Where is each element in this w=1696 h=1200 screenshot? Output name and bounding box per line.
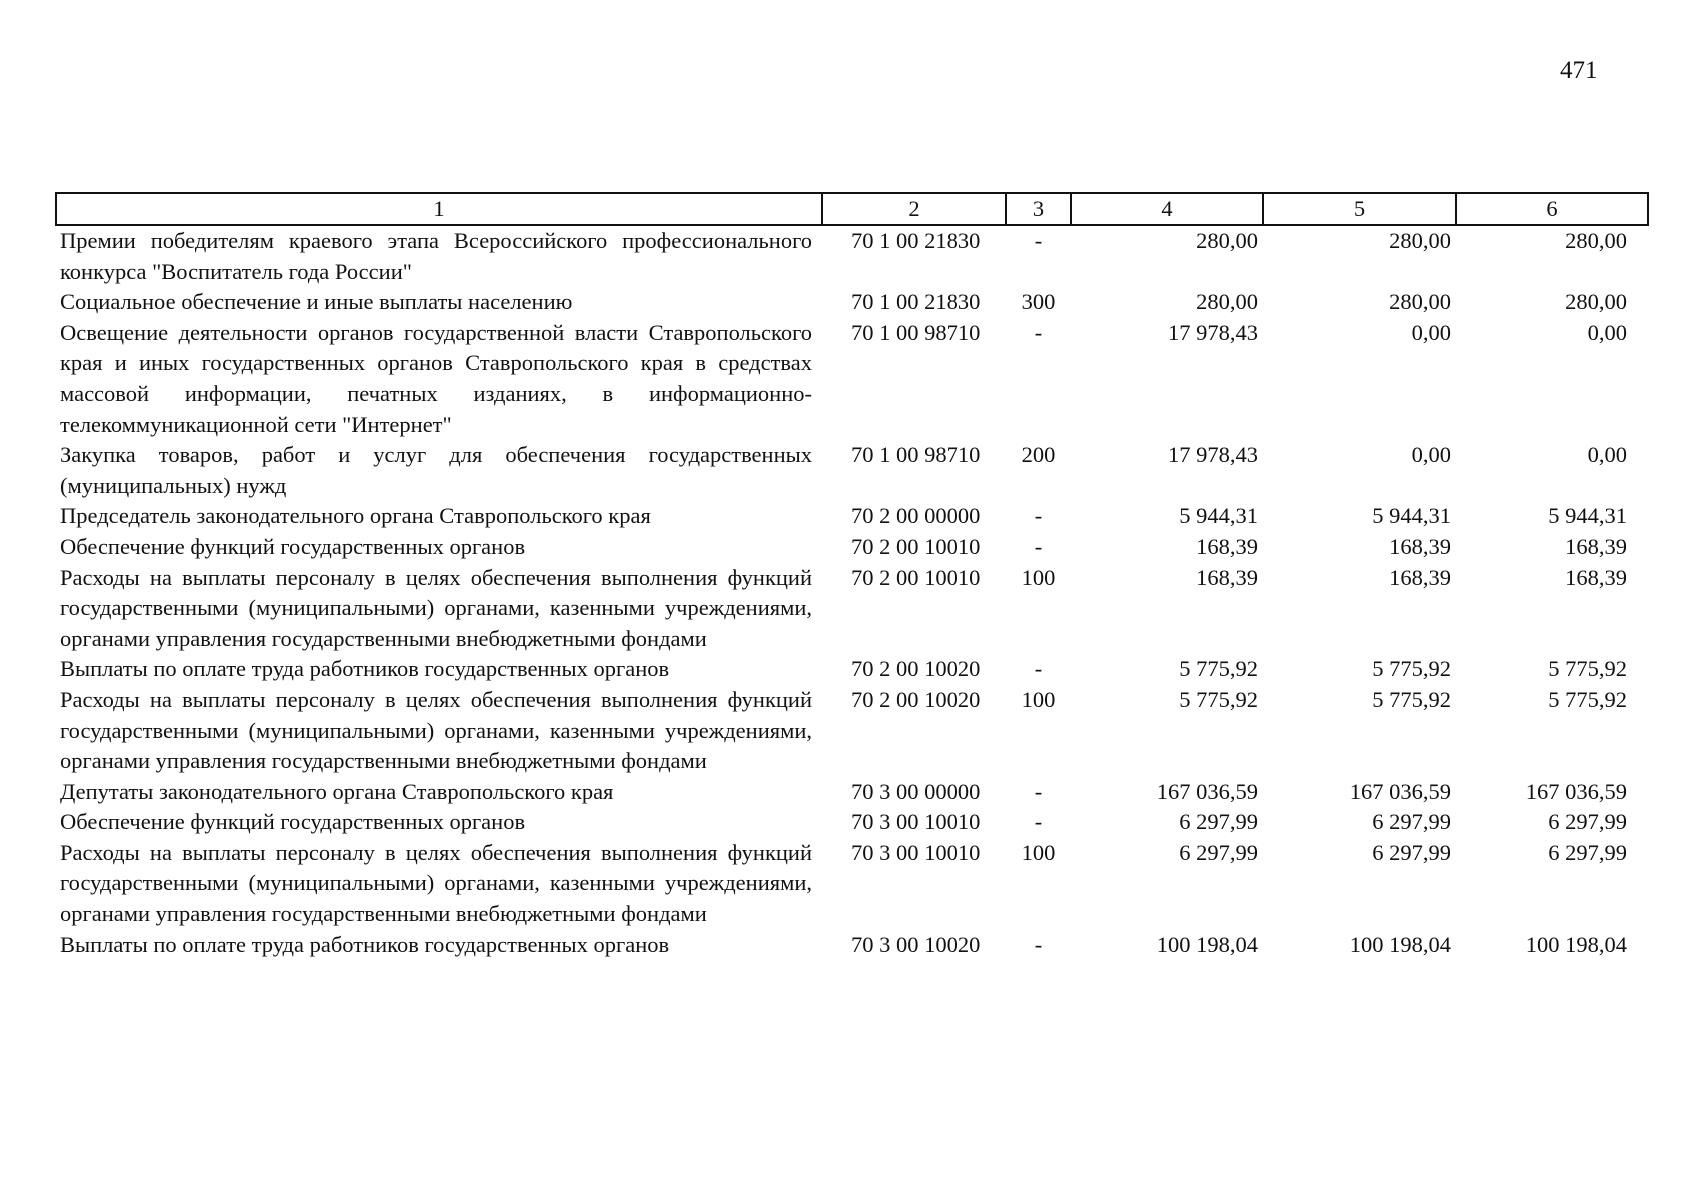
row-code: 70 2 00 10020 — [851, 686, 981, 712]
row-value-col5: 100 198,04 — [1349, 931, 1451, 957]
row-value-col5: 280,00 — [1389, 289, 1451, 315]
table-row — [56, 225, 1648, 287]
row-value-col5: 168,39 — [1389, 533, 1451, 559]
row-value-col6: 5 775,92 — [1548, 686, 1627, 712]
table-row — [56, 685, 1648, 777]
row-value-col5: 5 944,31 — [1372, 503, 1451, 529]
row-value-col4: 280,00 — [1196, 228, 1258, 253]
table-row — [56, 532, 1648, 563]
column-header-4: 4 — [1071, 193, 1263, 225]
row-name: Расходы на выплаты персоналу в целях обеспечения выполнения функций государственными (муниципальными) органами, казенными учреждениями, органами управления государственными внебюджетными фондами — [60, 564, 812, 651]
table-row — [56, 838, 1648, 930]
page-number: 471 — [1560, 57, 1598, 84]
row-value-col5: 0,00 — [1411, 319, 1451, 345]
row-value-col4: 100 198,04 — [1156, 931, 1258, 957]
row-name: Социальное обеспечение и иные выплаты населению — [60, 289, 573, 315]
row-expense-type: - — [1034, 809, 1043, 835]
row-expense-type: 100 — [1021, 564, 1056, 590]
row-value-col6: 5 775,92 — [1548, 656, 1627, 682]
row-value-col5: 6 297,99 — [1372, 839, 1451, 865]
row-name: Обеспечение функций государственных органов — [60, 533, 526, 559]
table-row — [56, 287, 1648, 318]
table-row — [56, 654, 1648, 685]
row-value-col5: 167 036,59 — [1349, 778, 1451, 804]
header-row — [56, 193, 1648, 225]
column-header-3: 3 — [1006, 193, 1071, 225]
row-value-col6: 5 944,31 — [1548, 503, 1627, 529]
row-value-col5: 5 775,92 — [1372, 656, 1451, 682]
table-row — [56, 807, 1648, 838]
table-row — [56, 563, 1648, 655]
table-row — [56, 440, 1648, 501]
row-code: 70 3 00 10010 — [851, 839, 981, 865]
row-value-col4: 5 775,92 — [1179, 686, 1258, 712]
row-name: Выплаты по оплате труда работников государственных органов — [60, 656, 670, 682]
row-value-col6: 168,39 — [1565, 533, 1627, 559]
budget-table — [55, 192, 1649, 960]
column-header-5: 5 — [1263, 193, 1456, 225]
table-row — [56, 318, 1648, 440]
table-row — [56, 930, 1648, 961]
row-name: Расходы на выплаты персоналу в целях обеспечения выполнения функций государственными (муниципальными) органами, казенными учреждениями, органами управления государственными внебюджетными фондами — [60, 839, 812, 927]
row-value-col4: 280,00 — [1196, 289, 1258, 315]
row-expense-type: 100 — [1021, 686, 1056, 712]
row-value-col6: 167 036,59 — [1525, 778, 1627, 804]
row-name: Освещение деятельности органов государственной власти Ставропольского края и иных государственных органов Ставропольского края в средствах массовой информации, печатных изданиях, в информационно-телекоммуникационной сети "Интернет" — [60, 319, 812, 437]
row-expense-type: - — [1034, 931, 1043, 957]
row-value-col4: 6 297,99 — [1179, 839, 1258, 865]
row-value-col4: 5 775,92 — [1179, 656, 1258, 682]
row-value-col4: 167 036,59 — [1156, 778, 1258, 804]
row-name: Депутаты законодательного органа Ставропольского края — [60, 778, 614, 804]
row-value-col6: 280,00 — [1565, 289, 1627, 315]
row-value-col6: 0,00 — [1587, 319, 1627, 345]
row-expense-type: 200 — [1021, 442, 1056, 468]
row-expense-type: 100 — [1021, 839, 1056, 865]
row-value-col4: 17 978,43 — [1168, 442, 1258, 468]
row-value-col5: 168,39 — [1389, 564, 1451, 590]
table-row — [56, 777, 1648, 808]
row-name: Премии победителям краевого этапа Всероссийского профессионального конкурса "Воспитатель года России" — [60, 228, 812, 284]
table-body — [56, 225, 1648, 960]
row-value-col6: 100 198,04 — [1525, 931, 1627, 957]
row-value-col5: 280,00 — [1389, 228, 1451, 253]
row-code: 70 3 00 00000 — [851, 778, 981, 804]
row-value-col4: 168,39 — [1196, 564, 1258, 590]
row-name: Председатель законодательного органа Ставропольского края — [60, 503, 651, 529]
row-value-col6: 0,00 — [1587, 442, 1627, 468]
row-code: 70 1 00 21830 — [851, 228, 981, 253]
row-value-col4: 17 978,43 — [1168, 319, 1258, 345]
table-header — [56, 193, 1648, 225]
row-code: 70 2 00 10010 — [851, 564, 981, 590]
row-value-col4: 5 944,31 — [1179, 503, 1258, 529]
row-name: Выплаты по оплате труда работников государственных органов — [60, 931, 670, 957]
row-code: 70 2 00 00000 — [851, 503, 981, 529]
row-code: 70 2 00 10020 — [851, 656, 981, 682]
row-value-col5: 6 297,99 — [1372, 809, 1451, 835]
row-expense-type: 300 — [1021, 289, 1056, 315]
row-expense-type: - — [1034, 778, 1043, 804]
row-expense-type: - — [1034, 656, 1043, 682]
row-expense-type: - — [1034, 533, 1043, 559]
row-value-col4: 6 297,99 — [1179, 809, 1258, 835]
row-code: 70 3 00 10010 — [851, 809, 981, 835]
row-expense-type: - — [1034, 503, 1043, 529]
row-code: 70 3 00 10020 — [851, 931, 981, 957]
row-value-col6: 6 297,99 — [1548, 809, 1627, 835]
row-code: 70 1 00 21830 — [851, 289, 981, 315]
row-code: 70 1 00 98710 — [851, 442, 981, 468]
row-name: Обеспечение функций государственных органов — [60, 809, 526, 835]
row-value-col4: 168,39 — [1196, 533, 1258, 559]
row-name: Расходы на выплаты персоналу в целях обеспечения выполнения функций государственными (муниципальными) органами, казенными учреждениями, органами управления государственными внебюджетными фондами — [60, 686, 812, 774]
row-expense-type: - — [1034, 228, 1043, 253]
row-name: Закупка товаров, работ и услуг для обеспечения государственных (муниципальных) нужд — [60, 442, 812, 498]
row-value-col6: 6 297,99 — [1548, 839, 1627, 865]
row-value-col5: 5 775,92 — [1372, 686, 1451, 712]
row-code: 70 2 00 10010 — [851, 533, 981, 559]
column-header-2: 2 — [822, 193, 1006, 225]
column-header-1: 1 — [56, 193, 822, 225]
row-value-col5: 0,00 — [1411, 442, 1451, 468]
row-value-col6: 168,39 — [1565, 564, 1627, 590]
row-code: 70 1 00 98710 — [851, 319, 981, 345]
row-value-col6: 280,00 — [1565, 228, 1627, 253]
row-expense-type: - — [1034, 319, 1043, 345]
table-row — [56, 501, 1648, 532]
column-header-6: 6 — [1456, 193, 1648, 225]
